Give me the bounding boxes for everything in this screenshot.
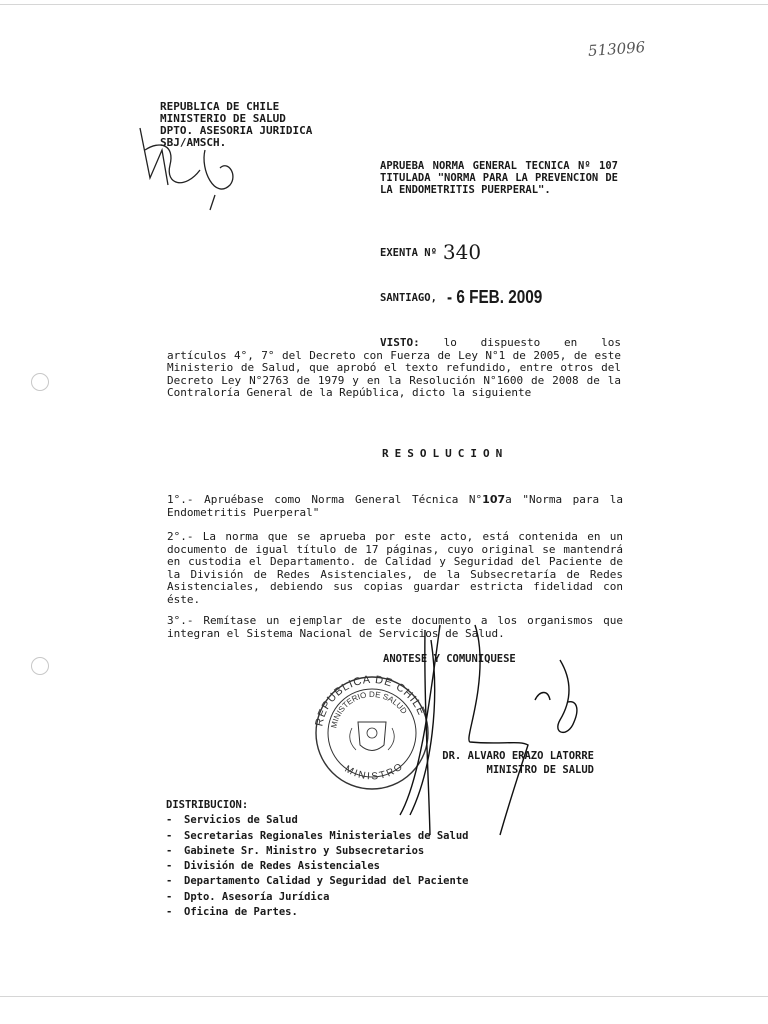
handwritten-reference-number: 513096 [587, 38, 646, 60]
distribution-item: - Oficina de Partes. [166, 905, 468, 920]
visto-label: VISTO: [380, 336, 420, 349]
item-1-prefix: 1°.- Apruébase como Norma General Técnica N° [167, 493, 483, 506]
letterhead-department: DPTO. ASESORIA JURIDICA [160, 124, 313, 137]
ministry-seal [313, 674, 428, 789]
closing-formula: ANOTESE Y COMUNIQUESE [383, 653, 516, 665]
seal-inner-text: MINISTERIO DE SALUD [329, 689, 409, 729]
distribution-title: DISTRIBUCION: [166, 799, 249, 811]
distribution-item: - Secretarias Regionales Ministeriales de Salud [166, 829, 468, 844]
svg-text:MINISTRO [343, 761, 407, 783]
letterhead-ministry: MINISTERIO DE SALUD [160, 112, 286, 125]
exenta-value: 340 [442, 240, 482, 264]
seal-outer-text: REPUBLICA DE CHILE [313, 673, 428, 728]
item-1-handwritten-number: 107 [482, 493, 506, 506]
item-1-suffix: a "Norma para la Endometritis Puerperal" [167, 493, 623, 519]
place-label: SANTIAGO, [380, 292, 437, 304]
distribution-item: - Servicios de Salud [166, 813, 468, 828]
initials-signature [140, 128, 233, 210]
signer-title: MINISTRO DE SALUD [486, 764, 594, 776]
distribution-item: - Gabinete Sr. Ministro y Subsecretarios [166, 844, 468, 859]
seal-bottom-text: MINISTRO [342, 760, 407, 783]
letterhead-initials: SBJ/AMSCH. [160, 136, 227, 149]
visto-lead-text: lo dispuesto en los [443, 336, 621, 349]
resolution-item-2: 2°.- La norma que se aprueba por este acto, está contenida en un documento de igual título de 17 páginas, cuyo original se mantendrá en custodia el Departamento. de Calidad y Seguridad del Paciente de la División de Redes Asistenciales, de la Subsecretaría de Redes Asistenciales, debiendo sus copias guardar estricta fidelidad con éste. [167, 530, 623, 606]
visto-body: artículos 4°, 7° del Decreto con Fuerza de Ley N°1 de 2005, de este Ministerio de Salud, que aprobó el texto refundido, entre otros del Decreto Ley N°2763 de 1979 y en la Resolución N°1600 de 2008 de la Contraloría General de la República, dicto la siguiente [167, 348, 621, 400]
resolution-subject: APRUEBA NORMA GENERAL TECNICA Nº 107 TITULADA "NORMA PARA LA PREVENCION DE LA ENDOMETRITIS PUERPERAL". [380, 160, 618, 196]
distribution-item: - Departamento Calidad y Seguridad del Paciente [166, 874, 468, 889]
date-stamp: - 6 FEB. 2009 [447, 287, 543, 307]
distribution-item: - División de Redes Asistenciales [166, 859, 468, 874]
resolution-heading: RESOLUCION [382, 447, 509, 460]
distribution-item: - Dpto. Asesoría Jurídica [166, 890, 468, 905]
signer-name: DR. ALVARO ERAZO LATORRE [442, 750, 594, 762]
resolution-item-3: 3°.- Remítase un ejemplar de este documento a los organismos que integran el Sistema Nacional de Servicios de Salud. [167, 614, 623, 640]
minister-signature [400, 625, 577, 835]
exenta-label: EXENTA Nº [380, 247, 437, 259]
letterhead-country: REPUBLICA DE CHILE [160, 100, 280, 113]
